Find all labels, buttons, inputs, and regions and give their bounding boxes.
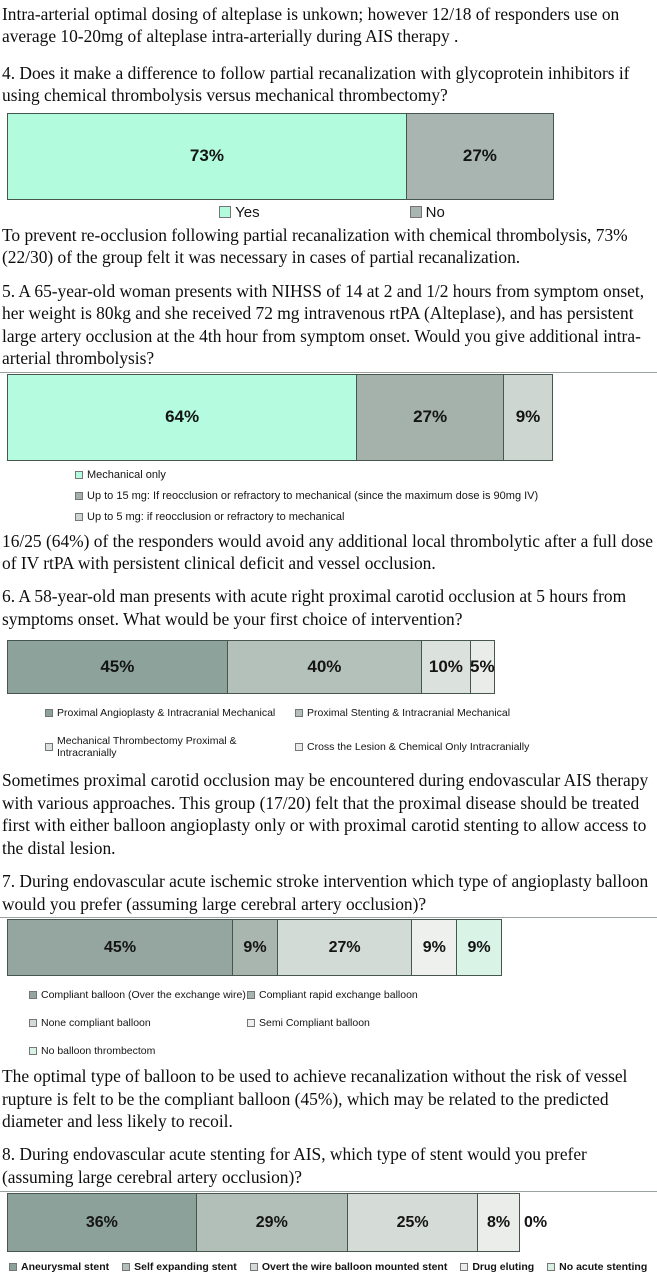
legend-label: Up to 15 mg: If reocclusion or refractory to mechanical (since the maximum dose is 90mg IV): [87, 489, 539, 502]
legend-item: [75, 469, 166, 481]
legend-label: Semi Compliant balloon: [259, 1017, 370, 1030]
legend-label: No acute stenting: [559, 1261, 648, 1274]
bar-segment-value-label: 25%: [396, 1213, 429, 1231]
legend-label: Overt the wire balloon mounted stent: [261, 1261, 448, 1274]
legend-item: [9, 1261, 109, 1273]
legend-item: [247, 989, 418, 1001]
bar-segment-value-label: 73%: [189, 146, 224, 166]
chart-q7-results: [0, 917, 657, 1057]
bar-segment: [406, 114, 553, 199]
bar-segment: [8, 641, 227, 693]
chart-q8-results: [0, 1191, 657, 1273]
bar-segment-value-label: 29%: [255, 1213, 288, 1231]
legend-swatch-icon: [247, 991, 255, 999]
legend-item: [295, 735, 529, 759]
bar-segment: [196, 1194, 347, 1251]
stacked-bar: [7, 1193, 520, 1252]
legend-label: Yes: [235, 203, 260, 221]
bar-segment: [232, 920, 277, 975]
legend-swatch-icon: [75, 471, 83, 479]
chart-top-border: [0, 372, 657, 373]
legend-swatch-icon: [29, 1019, 37, 1027]
question-7-text: 7. During endovascular acute ischemic stroke intervention which type of angioplasty balloon would you prefer (assuming large cerebral artery occlusion)?: [2, 871, 649, 914]
chart-q6-results: [0, 638, 657, 759]
bar-segment-value-label: 27%: [462, 146, 497, 166]
stacked-bar: [7, 640, 495, 694]
legend-label: Compliant balloon (Over the exchange wire): [41, 989, 246, 1002]
bar-segment: [477, 1194, 519, 1251]
legend-swatch-icon: [29, 991, 37, 999]
legend-item: [219, 204, 259, 221]
bar-segment-value-label: 27%: [328, 938, 361, 956]
legend-label: Proximal Angioplasty & Intracranial Mechanical: [57, 707, 276, 720]
bar-segment-value-label: 40%: [307, 657, 342, 677]
legend-swatch-icon: [410, 206, 422, 218]
legend-swatch-icon: [29, 1047, 37, 1055]
legend-item: [45, 735, 295, 759]
bar-segment: [356, 375, 503, 460]
legend-swatch-icon: [295, 709, 303, 717]
legend-swatch-icon: [75, 492, 83, 500]
chart-legend: [7, 204, 657, 221]
legend-swatch-icon: [75, 513, 83, 521]
bar-segment-value-label: 36%: [85, 1213, 118, 1231]
bar-segment-value-label: 27%: [413, 407, 448, 427]
answer-6-text: Sometimes proximal carotid occlusion may be encountered during endovascular AIS therapy with various approaches. This group (17/20) felt that the proximal disease should be treated first with either balloon angioplasty only or with proximal carotid stenting to allow access to the distal lesion.: [2, 770, 649, 858]
bar-segment: [456, 920, 501, 975]
chart-q4-results: [0, 111, 657, 221]
bar-segment: [421, 641, 470, 693]
legend-item: [75, 511, 344, 523]
legend-swatch-icon: [250, 1263, 258, 1271]
bar-area: [7, 638, 657, 694]
legend-label: No balloon thrombectom: [41, 1045, 156, 1058]
legend-item: [29, 989, 247, 1001]
legend-item: [75, 490, 538, 502]
legend-item: [410, 204, 445, 221]
bar-segment-value-label: 5%: [470, 657, 495, 677]
legend-label: Cross the Lesion & Chemical Only Intracranially: [307, 741, 530, 754]
legend-swatch-icon: [219, 206, 231, 218]
chart-top-border: [0, 917, 657, 918]
bar-segment: [503, 375, 552, 460]
bar-segment: [411, 920, 456, 975]
bar-segment: [8, 1194, 196, 1251]
chart-legend: [7, 469, 657, 523]
legend-swatch-icon: [9, 1263, 17, 1271]
bar-segment-value-label: 45%: [104, 938, 137, 956]
legend-label: Up to 5 mg: if reocclusion or refractory to mechanical: [87, 510, 345, 523]
legend-item: [250, 1261, 448, 1273]
bar-area: [7, 372, 657, 461]
answer-7-text: The optimal type of balloon to be used to achieve recanalization without the risk of vessel rupture is felt to be the compliant balloon (45%), which may be related to the predicted diameter and less likely to recoil.: [2, 1066, 628, 1131]
legend-swatch-icon: [45, 709, 53, 717]
chart-legend: [7, 707, 657, 759]
bar-segment-value-label: 9%: [243, 938, 267, 956]
legend-label: Mechanical Thrombectomy Proximal & Intracranially: [57, 735, 237, 760]
bar-area: [7, 917, 657, 976]
stacked-bar: [7, 374, 553, 461]
bar-area: [7, 1191, 657, 1252]
legend-item: [29, 1045, 247, 1057]
legend-swatch-icon: [295, 743, 303, 751]
chart-legend: [7, 1261, 657, 1273]
question-6-text: 6. A 58-year-old man presents with acute right proximal carotid occlusion at 5 hours from symptoms onset. What would be your first choice of intervention?: [2, 586, 627, 629]
bar-segment: [347, 1194, 477, 1251]
chart-legend: [7, 989, 657, 1057]
chart-q5-results: [0, 372, 657, 523]
bar-segment: [8, 920, 232, 975]
bar-segment-value-label: 8%: [487, 1213, 511, 1231]
bar-segment-value-label: 64%: [165, 407, 200, 427]
bar-segment-value-label: 9%: [422, 938, 446, 956]
legend-label: Proximal Stenting & Intracranial Mechanical: [307, 707, 511, 720]
bar-segment-value-label: 10%: [428, 657, 463, 677]
question-4-text: 4. Does it make a difference to follow partial recanalization with glycoprotein inhibitors if using chemical thrombolysis versus mechanical thrombectomy?: [2, 62, 630, 106]
bar-segment: [8, 114, 406, 199]
stacked-bar: [7, 113, 554, 200]
stacked-bar: [7, 919, 502, 976]
legend-swatch-icon: [45, 743, 53, 751]
paragraph-intro: Intra-arterial optimal dosing of alteplase is unkown; however 12/18 of responders use on average 10-20mg of alteplase intra-arterially during AIS therapy .: [2, 4, 620, 47]
legend-swatch-icon: [460, 1263, 468, 1271]
legend-item: [29, 1017, 247, 1029]
legend-item: [122, 1261, 237, 1273]
legend-label: Aneurysmal stent: [21, 1261, 110, 1274]
legend-label: Mechanical only: [87, 468, 166, 481]
legend-item: [45, 707, 295, 719]
bar-segment: [227, 641, 421, 693]
bar-segment: [470, 641, 494, 693]
bar-area: [7, 111, 657, 200]
bar-segment-value-label: 9%: [467, 938, 491, 956]
bar-segment-value-label: 9%: [515, 407, 541, 427]
legend-item: [460, 1261, 534, 1273]
legend-label: Self expanding stent: [134, 1261, 237, 1274]
question-8-text: 8. During endovascular acute stenting for AIS, which type of stent would you prefer (assuming large cerebral artery occlusion)?: [2, 1144, 587, 1187]
legend-swatch-icon: [122, 1263, 130, 1271]
legend-label: Compliant rapid exchange balloon: [259, 989, 418, 1002]
legend-swatch-icon: [247, 1019, 255, 1027]
legend-swatch-icon: [547, 1263, 555, 1271]
bar-segment-value-label: 45%: [100, 657, 135, 677]
legend-label: None compliant balloon: [41, 1017, 151, 1030]
chart-top-border: [0, 1191, 657, 1192]
bar-segment: [277, 920, 411, 975]
legend-item: [295, 707, 529, 719]
question-5-text: 5. A 65-year-old woman presents with NIHSS of 14 at 2 and 1/2 hours from symptom onset, her weight is 80kg and she received 72 mg intravenous rtPA (Alteplase), and has persistent large artery occlusion at the 4th hour from symptom onset. Would you give additional intra-arterial thrombolysis?: [2, 280, 645, 369]
legend-label: No: [425, 203, 445, 221]
answer-4-text: To prevent re-occlusion following partial recanalization with chemical thrombolysis, 73% (22/30) of the group felt it was necessary in cases of partial recanalization.: [2, 224, 628, 268]
legend-item: [247, 1017, 418, 1029]
document-page: [0, 3, 657, 1283]
answer-5-text: 16/25 (64%) of the responders would avoid any additional local thrombolytic after a full dose of IV rtPA with persistent clinical deficit and vessel occlusion.: [2, 530, 654, 573]
bar-segment: [8, 375, 356, 460]
legend-label: Drug eluting: [472, 1261, 535, 1274]
outside-value-label: 0%: [524, 1213, 548, 1231]
legend-item: [547, 1261, 647, 1273]
